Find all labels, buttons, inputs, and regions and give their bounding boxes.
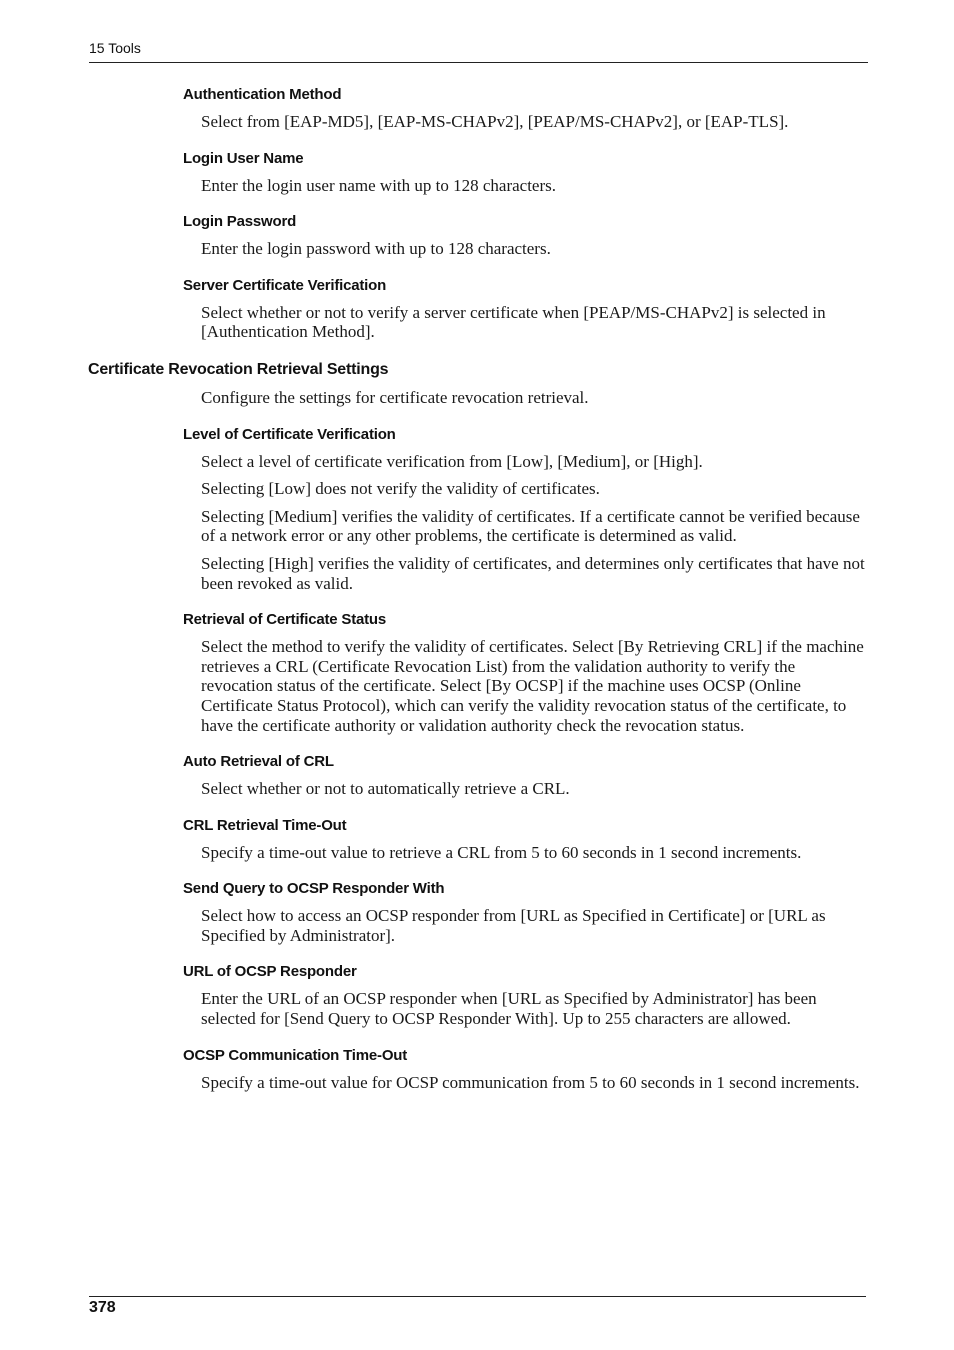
body-paragraph: Specify a time-out value to retrieve a CRL from 5 to 60 seconds in 1 second increments. (201, 842, 802, 862)
page-number: 378 (89, 1299, 116, 1316)
body-paragraph: Selecting [High] verifies the validity of certificates, and determines only certificates that have not been revoked as valid. (201, 553, 865, 593)
block-spacer (0, 259, 954, 275)
body-paragraph: Select whether or not to verify a server certificate when [PEAP/MS-CHAPv2] is selected in [Authentication Method]. (201, 302, 826, 342)
body-paragraph: Select the method to verify the validity of certificates. Select [By Retrieving CRL] if the machine retrieves a CRL (Certificate Revocation List) from the validation authority to verify the revocation status of the certificate. Select [By OCSP] if the machine uses OCSP (Online Certificate Status Protocol), which can verify the validity revocation status of the certificate, to have the certificate authority or validation authority check the revocation status. (201, 637, 864, 735)
subsection-heading: Server Certificate Verification (183, 276, 387, 294)
subsection-heading: Retrieval of Certificate Status (183, 611, 387, 629)
body-paragraph: Select from [EAP-MD5], [EAP-MS-CHAPv2], [PEAP/MS-CHAPv2], or [EAP-TLS]. (201, 112, 789, 131)
block-spacer (0, 735, 954, 751)
block-spacer (0, 945, 954, 961)
body-paragraph: Enter the login password with up to 128 characters. (201, 239, 551, 259)
body-paragraph: Configure the settings for certificate revocation retrieval. (201, 387, 589, 407)
running-header: 15 Tools (89, 40, 141, 56)
page-content (0, 84, 954, 1092)
footer-divider (89, 1296, 866, 1297)
section-heading: Certificate Revocation Retrieval Settings (88, 360, 389, 378)
body-paragraph: Select whether or not to automatically retrieve a CRL. (201, 779, 570, 799)
header-divider (89, 62, 868, 63)
block-spacer (0, 195, 954, 211)
block-spacer (0, 1029, 954, 1045)
subsection-heading: Auto Retrieval of CRL (183, 753, 334, 771)
body-paragraph: Select a level of certificate verification from [Low], [Medium], or [High]. (201, 451, 703, 471)
body-paragraph: Selecting [Low] does not verify the validity of certificates. (201, 479, 600, 499)
body-paragraph: Enter the login user name with up to 128 characters. (201, 175, 556, 195)
body-paragraph: Specify a time-out value for OCSP communication from 5 to 60 seconds in 1 second increments. (201, 1072, 860, 1092)
block-spacer (0, 799, 954, 815)
block-spacer (0, 408, 954, 424)
block-spacer (0, 342, 954, 358)
body-paragraph: Selecting [Medium] verifies the validity of certificates. If a certificate cannot be verified because of a network error or any other problems, the certificate is determined as valid. (201, 506, 860, 546)
block-spacer (0, 132, 954, 148)
body-paragraph: Enter the URL of an OCSP responder when [URL as Specified by Administrator] has been selected for [Send Query to OCSP Responder With]. Up to 255 characters are allowed. (201, 989, 817, 1029)
subsection-heading: CRL Retrieval Time-Out (183, 816, 347, 834)
subsection-heading: URL of OCSP Responder (183, 963, 357, 981)
subsection-heading: Send Query to OCSP Responder With (183, 880, 445, 898)
subsection-heading: Authentication Method (183, 86, 342, 103)
subsection-heading: Login Password (183, 213, 297, 231)
subsection-heading: Level of Certificate Verification (183, 425, 396, 443)
body-paragraph: Select how to access an OCSP responder from [URL as Specified in Certificate] or [URL as Specified by Administrator]. (201, 906, 826, 945)
subsection-heading: Login User Name (183, 149, 304, 167)
block-spacer (0, 862, 954, 878)
block-spacer (0, 593, 954, 609)
subsection-heading: OCSP Communication Time-Out (183, 1046, 408, 1064)
